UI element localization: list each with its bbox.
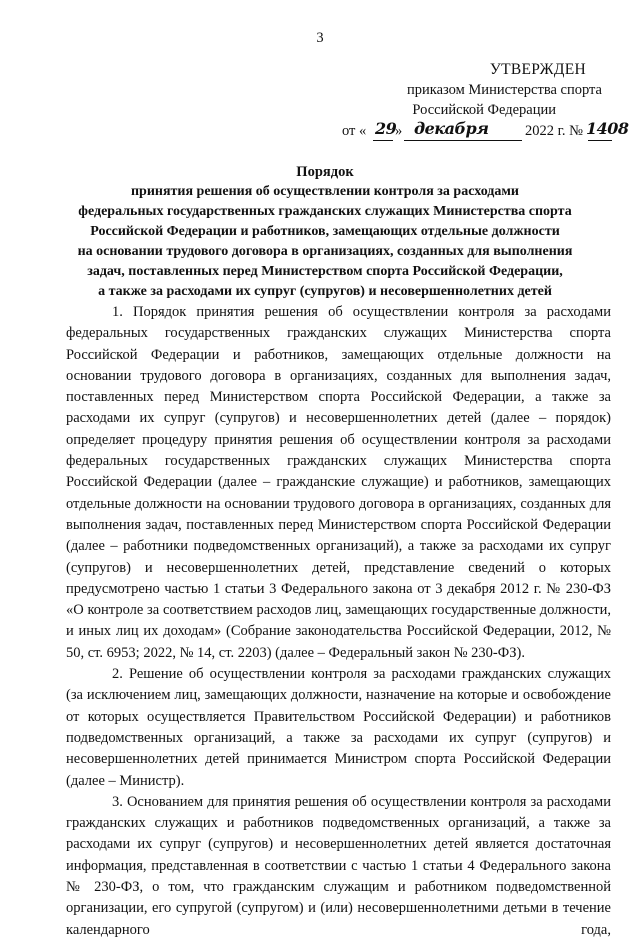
approval-stamp [342,60,629,144]
approval-heading: УТВЕРЖДЕН [489,61,586,78]
paragraph-1: 1. Порядок принятия решения об осуществлении контроля за расходами федеральных государственных гражданских служащих Министерства спорта Российской Федерации и работников, замещающих отдельные должности на основании трудового договора в организациях, созданных для выполнения задач, поставленных перед Министерством спорта Российской Федерации, а также за расходами их супруг (супругов) и несовершеннолетних детей (далее – порядок) определяет процедуру принятия решения об осуществлении контроля за расходами федеральных государственных гражданских служащих Министерства спорта Российской Федерации (далее – гражданские служащие) и работников, замещающих отдельные должности на основании трудового договора в организациях, созданных для выполнения задач, поставленных перед Министерством спорта Российской Федерации (далее – работники подведомственных организаций), а также за расходами их супруг (супругов) и несовершеннолетних детей, представление сведений о которых предусмотрено частью 1 статьи 3 Федерального закона от 3 декабря 2012 г. № 230-ФЗ «О контроле за соответствием расходов лиц, замещающих государственные должности, и иных лиц их доходам» (Собрание законодательства Российской Федерации, 2012, № 50, ст. 6953; 2022, № 14, ст. 2203) (далее – Федеральный закон № 230-ФЗ). [66,304,611,661]
approval-order-line: приказом Министерства спорта [406,82,602,98]
title-line: на основании трудового договора в организациях, созданных для выполнения [77,244,573,259]
month-underline [404,140,522,141]
handwritten-month: декабря [414,119,489,138]
approval-date-line [342,119,629,144]
date-year: 2022 г. № [525,123,584,139]
title-line: задач, поставленных перед Министерством спорта Российской Федерации, [87,264,563,279]
title-heading: Порядок [296,164,354,180]
date-quote-close: » [395,123,403,139]
document-body [66,302,611,941]
date-prefix: от « [342,123,367,139]
day-underline [373,140,393,141]
paragraph-3: 3. Основанием для принятия решения об осуществлении контроля за расходами гражданских служащих и работников подведомственных организаций, а также за расходами их супруг (супругов) и несовершеннолетних детей является достаточная информация, представленная в соответствии с частью 1 статьи 4 Федерального закона № 230-ФЗ, о том, что гражданским служащим и работником подведомственной организации, его супругой (супругом) и (или) несовершеннолетними детьми в течение календарного года, [66,793,611,938]
number-underline [588,140,612,141]
handwritten-number: 1408 [586,119,629,138]
title-line: принятия решения об осуществлении контроля за расходами [130,184,519,199]
title-line: Российской Федерации и работников, замещающих отдельные должности [90,224,560,239]
title-line: федеральных государственных гражданских служащих Министерства спорта [78,204,572,219]
title-line: а также за расходами их супруг (супругов) и несовершеннолетних детей [98,284,552,299]
paragraph-2: 2. Решение об осуществлении контроля за расходами гражданских служащих (за исключением лиц, замещающих должности, назначение на которые и освобождение от которых осуществляется Правительством Российской Федерации) и работников подведомственных организаций, а также за расходами их супруг (супругов) и несовершеннолетних детей принимается Министром спорта Российской Федерации (далее – Министр). [66,666,611,789]
document-title [40,162,610,302]
page-number: 3 [316,30,324,46]
approval-organization-line: Российской Федерации [412,102,556,118]
handwritten-day: 29 [375,119,397,138]
